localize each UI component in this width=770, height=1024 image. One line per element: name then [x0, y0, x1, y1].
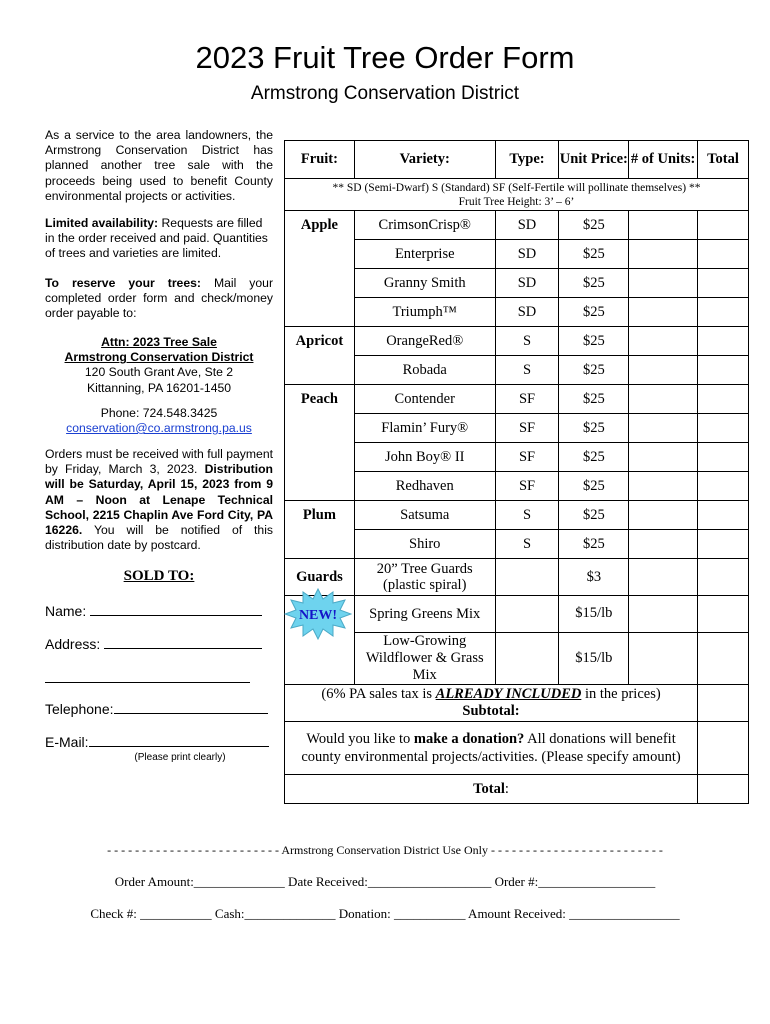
fruit-label: Guards: [285, 559, 355, 596]
reserve-bold: To reserve your trees:: [45, 276, 201, 290]
variety-cell: Enterprise: [354, 240, 495, 269]
office-line-1: Order Amount:______________ Date Received:___________________ Order #:__________________: [114, 874, 656, 889]
price-cell: $3: [559, 559, 629, 596]
units-cell[interactable]: [629, 596, 698, 633]
table-row: [285, 356, 749, 385]
page-subtitle: Armstrong Conservation District: [250, 83, 520, 104]
new-badge: [284, 588, 352, 640]
units-cell[interactable]: [629, 443, 698, 472]
variety-cell: Robada: [354, 356, 495, 385]
table-row: [285, 501, 749, 530]
new-badge-text: NEW!: [298, 608, 338, 623]
use-only-divider: - - - - - - - - - - - - - - - - - - - - - - - - - Armstrong Conservation District Use Only - - - - - - - - - - - - - - - - - - - - - - - - -: [107, 843, 663, 857]
fruit-label: [285, 414, 355, 443]
fruit-label: [285, 443, 355, 472]
total-cell: [698, 632, 749, 685]
total-cell: [698, 356, 749, 385]
reserve-text: Mail your completed order form and check/money order payable to:: [45, 276, 273, 321]
wildflower-row: [285, 632, 749, 685]
header-price: Unit Price:: [559, 141, 629, 179]
limited-text: Requests are filled in the order received and paid. Quantities of trees and varieties are limited.: [45, 216, 268, 261]
telephone-line[interactable]: [114, 701, 268, 714]
name-label: Name:: [45, 603, 87, 619]
price-cell: $25: [559, 240, 629, 269]
variety-cell: Flamin’ Fury®: [354, 414, 495, 443]
orders-paragraph: [45, 447, 273, 553]
type-cell: S: [495, 356, 559, 385]
reserve-paragraph: [45, 276, 273, 322]
variety-cell: Satsuma: [354, 501, 495, 530]
variety-cell: John Boy® II: [354, 443, 495, 472]
price-cell: $25: [559, 414, 629, 443]
fruit-label: Plum: [285, 501, 355, 530]
total-label: Total:: [285, 775, 698, 804]
address-field[interactable]: [45, 636, 273, 652]
address-field-2[interactable]: [45, 670, 273, 686]
table-row: [285, 472, 749, 501]
total-cell: [698, 240, 749, 269]
price-cell: $25: [559, 356, 629, 385]
address-line[interactable]: [104, 636, 262, 649]
variety-cell: Low-Growing Wildflower & Grass Mix: [354, 632, 495, 685]
units-cell[interactable]: [629, 414, 698, 443]
telephone-field[interactable]: [45, 701, 273, 717]
total-cell: [698, 501, 749, 530]
address-attn: Attn: 2023 Tree Sale: [101, 335, 217, 349]
address-phone: Phone: 724.548.3425: [100, 405, 218, 420]
orders-text-2: You will be notified of this distribution date by postcard.: [45, 523, 273, 553]
units-cell[interactable]: [629, 530, 698, 559]
address-org: Armstrong Conservation District: [64, 350, 254, 365]
total-cell: [698, 530, 749, 559]
units-cell[interactable]: [629, 356, 698, 385]
spring-greens-row: [285, 596, 749, 633]
units-cell[interactable]: [629, 211, 698, 240]
mailing-address: [45, 335, 273, 436]
variety-cell: Triumph™: [354, 298, 495, 327]
price-cell: $15/lb: [559, 596, 629, 633]
intro-paragraph: As a service to the area landowners, the Armstrong Conservation District has planned another tree sale with the proceeds being used to benefit County environmental projects or activities.: [45, 128, 273, 203]
type-cell: SF: [495, 385, 559, 414]
total-cell: [698, 385, 749, 414]
total-row: [285, 775, 749, 804]
order-table: [284, 140, 749, 804]
header-variety: Variety:: [354, 141, 495, 179]
units-cell[interactable]: [629, 240, 698, 269]
table-row: [285, 327, 749, 356]
units-cell[interactable]: [629, 559, 698, 596]
variety-cell: Spring Greens Mix: [354, 596, 495, 633]
tax-subtotal-row: [285, 685, 749, 722]
price-cell: $25: [559, 530, 629, 559]
total-cell: [698, 298, 749, 327]
total-cell: [698, 559, 749, 596]
price-cell: $25: [559, 443, 629, 472]
header-units: # of Units:: [629, 141, 698, 179]
fruit-label: [285, 472, 355, 501]
fruit-label: [285, 298, 355, 327]
units-cell[interactable]: [629, 327, 698, 356]
header-total: Total: [698, 141, 749, 179]
address-street: 120 South Grant Ave, Ste 2: [84, 365, 234, 380]
guards-row: [285, 559, 749, 596]
header-fruit: Fruit:: [285, 141, 355, 179]
variety-cell: Redhaven: [354, 472, 495, 501]
fruit-label: Apple: [285, 211, 355, 240]
fruit-label: [285, 356, 355, 385]
units-cell[interactable]: [629, 269, 698, 298]
total-cell: [698, 472, 749, 501]
donation-cell[interactable]: [698, 722, 749, 775]
variety-cell: Granny Smith: [354, 269, 495, 298]
table-row: [285, 443, 749, 472]
price-cell: $25: [559, 269, 629, 298]
units-cell[interactable]: [629, 298, 698, 327]
fruit-label: [285, 269, 355, 298]
legend-row: [285, 179, 749, 211]
total-cell: [698, 443, 749, 472]
total-cell: [698, 414, 749, 443]
table-row: [285, 298, 749, 327]
address-label: Address:: [45, 636, 101, 652]
donation-text: Would you like to make a donation? All donations will benefit county environmental projects/activities. (Please specify amount): [285, 722, 698, 775]
subtotal-cell: [698, 685, 749, 722]
orders-text-1: Orders must be received with full payment by Friday, March 3, 2023.: [45, 447, 273, 477]
price-cell: $25: [559, 385, 629, 414]
variety-cell: Contender: [354, 385, 495, 414]
orders-bold: Distribution will be Saturday, April 15, 2023 from 9 AM – Noon at Lenape Technical School, 2215 Chaplin Ave Ford City, PA 16226.: [45, 462, 273, 538]
variety-cell: CrimsonCrisp®: [354, 211, 495, 240]
grand-total-cell: [698, 775, 749, 804]
units-cell[interactable]: [629, 501, 698, 530]
variety-cell: OrangeRed®: [354, 327, 495, 356]
price-cell: $25: [559, 298, 629, 327]
fruit-label: Apricot: [285, 327, 355, 356]
name-line[interactable]: [90, 603, 262, 616]
address-line-2[interactable]: [45, 670, 250, 683]
tax-note: (6% PA sales tax is ALREADY INCLUDED in the prices): [321, 686, 661, 702]
name-field[interactable]: [45, 603, 273, 619]
fruit-label: [285, 530, 355, 559]
units-cell[interactable]: [629, 385, 698, 414]
table-row: [285, 240, 749, 269]
fruit-label: Peach: [285, 385, 355, 414]
telephone-label: Telephone:: [45, 701, 114, 717]
print-clearly-note: (Please print clearly): [134, 752, 226, 763]
total-cell: [698, 211, 749, 240]
limited-bold: Limited availability:: [45, 216, 159, 230]
subtotal-label: Subtotal:: [462, 703, 520, 719]
email-link[interactable]: conservation@co.armstrong.pa.us: [66, 421, 252, 436]
total-cell: [698, 269, 749, 298]
address-city: Kittanning, PA 16201-1450: [86, 380, 232, 395]
page-title: 2023 Fruit Tree Order Form: [195, 40, 575, 75]
legend-height: Fruit Tree Height: 3’ – 6’: [458, 195, 575, 208]
type-cell: S: [495, 327, 559, 356]
email-field[interactable]: [45, 734, 273, 750]
sold-to-heading: SOLD TO:: [123, 568, 195, 584]
total-cell: [698, 596, 749, 633]
type-cell: S: [495, 530, 559, 559]
price-cell: $25: [559, 327, 629, 356]
variety-cell: Shiro: [354, 530, 495, 559]
type-cell: SD: [495, 269, 559, 298]
limited-paragraph: [45, 216, 273, 262]
units-cell[interactable]: [629, 632, 698, 685]
type-cell: S: [495, 501, 559, 530]
table-row: [285, 385, 749, 414]
price-cell: $25: [559, 501, 629, 530]
header-type: Type:: [495, 141, 559, 179]
variety-cell: 20” Tree Guards (plastic spiral): [354, 559, 495, 596]
table-row: [285, 269, 749, 298]
legend-types: ** SD (Semi-Dwarf) S (Standard) SF (Self-Fertile will pollinate themselves) **: [332, 181, 701, 194]
office-line-2: Check #: ___________ Cash:______________ Donation: ___________ Amount Received: _________________: [90, 906, 680, 921]
email-label: E-Mail:: [45, 734, 89, 750]
table-header-row: [285, 141, 749, 179]
email-line[interactable]: [89, 734, 269, 747]
table-row: [285, 530, 749, 559]
type-cell: SF: [495, 443, 559, 472]
price-cell: $25: [559, 211, 629, 240]
table-row: [285, 414, 749, 443]
fruit-label: [285, 240, 355, 269]
total-cell: [698, 327, 749, 356]
type-cell: SD: [495, 298, 559, 327]
type-cell: SD: [495, 240, 559, 269]
type-cell: SD: [495, 211, 559, 240]
table-row: [285, 211, 749, 240]
price-cell: $25: [559, 472, 629, 501]
donation-row: [285, 722, 749, 775]
type-cell: SF: [495, 472, 559, 501]
units-cell[interactable]: [629, 472, 698, 501]
type-cell: SF: [495, 414, 559, 443]
price-cell: $15/lb: [559, 632, 629, 685]
